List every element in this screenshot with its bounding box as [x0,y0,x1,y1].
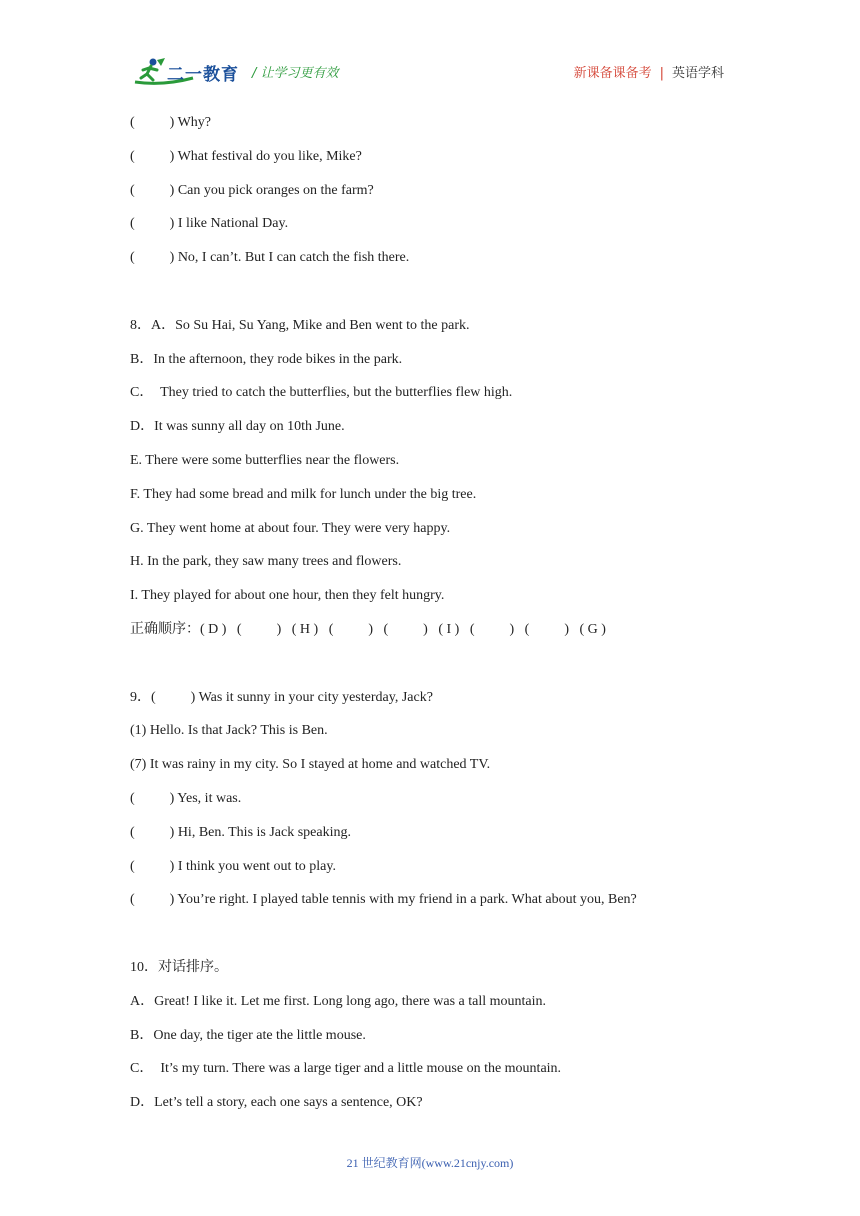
page-header [0,0,860,100]
text-line: C． They tried to catch the butterflies, but the butterflies flew high. [130,385,513,401]
text-line: F. They had some bread and milk for lunch under the big tree. [130,486,477,502]
header-right [574,62,724,81]
header-course-label: 新课备课备考 [573,66,652,81]
text-line: (7) It was rainy in my city. So I stayed at home and watched TV. [130,757,491,773]
answer-order-line: 正确顺序：( D ) ( ) ( H ) ( ) ( ) ( I ) ( ) ( ) ( G ) [130,621,606,637]
text-line: D．Let’s tell a story, each one says a sentence, OK? [130,1095,423,1111]
text-line: G. They went home at about four. They were very happy. [130,520,451,536]
text-line: ( ) I think you went out to play. [130,858,336,874]
text-line: ( ) Yes, it was. [130,790,242,806]
text-line: ( ) What festival do you like, Mike? [130,148,362,164]
spacer [130,651,730,685]
spacer [130,279,730,313]
text-line: B．In the afternoon, they rode bikes in the park. [130,351,403,367]
text-line: C． It’s my turn. There was a large tiger and a little mouse on the mountain. [130,1061,562,1077]
text-line: ( ) Why? [130,115,211,130]
header-separator: | [659,66,664,81]
text-line: ( ) I like National Day. [130,216,289,232]
text-line: ( ) You’re right. I played table tennis with my friend in a park. What about you, Ben? [130,892,637,908]
text-line: ( ) No, I can’t. But I can catch the fish there. [130,250,410,266]
spacer [130,921,730,955]
page-footer: 21 世纪教育网(www.21cnjy.com) [346,1156,514,1170]
text-line: (1) Hello. Is that Jack? This is Ben. [130,723,328,739]
question-8-title: 8．A．So Su Hai, Su Yang, Mike and Ben went to the park. [130,317,470,333]
text-line: E. There were some butterflies near the flowers. [130,452,400,468]
text-line: I. They played for about one hour, then they felt hungry. [130,588,445,604]
text-line: A．Great! I like it. Let me first. Long long ago, there was a tall mountain. [130,993,546,1009]
text-line: ( ) Hi, Ben. This is Jack speaking. [130,824,351,840]
text-line: D．It was sunny all day on 10th June. [130,419,345,435]
header-subject-label: 英语学科 [671,66,724,81]
text-line: H. In the park, they saw many trees and flowers. [130,554,402,570]
logo-text: 二一教育 [167,65,239,85]
header-slogan: / 让学习更有效 [252,66,339,81]
question-10-title: 10．对话排序。 [130,959,228,975]
document-body [130,110,730,1124]
text-line: ( ) Can you pick oranges on the farm? [130,182,374,198]
question-9-title: 9．( ) Was it sunny in your city yesterday, Jack? [130,689,433,705]
text-line: B．One day, the tiger ate the little mouse. [130,1027,366,1043]
